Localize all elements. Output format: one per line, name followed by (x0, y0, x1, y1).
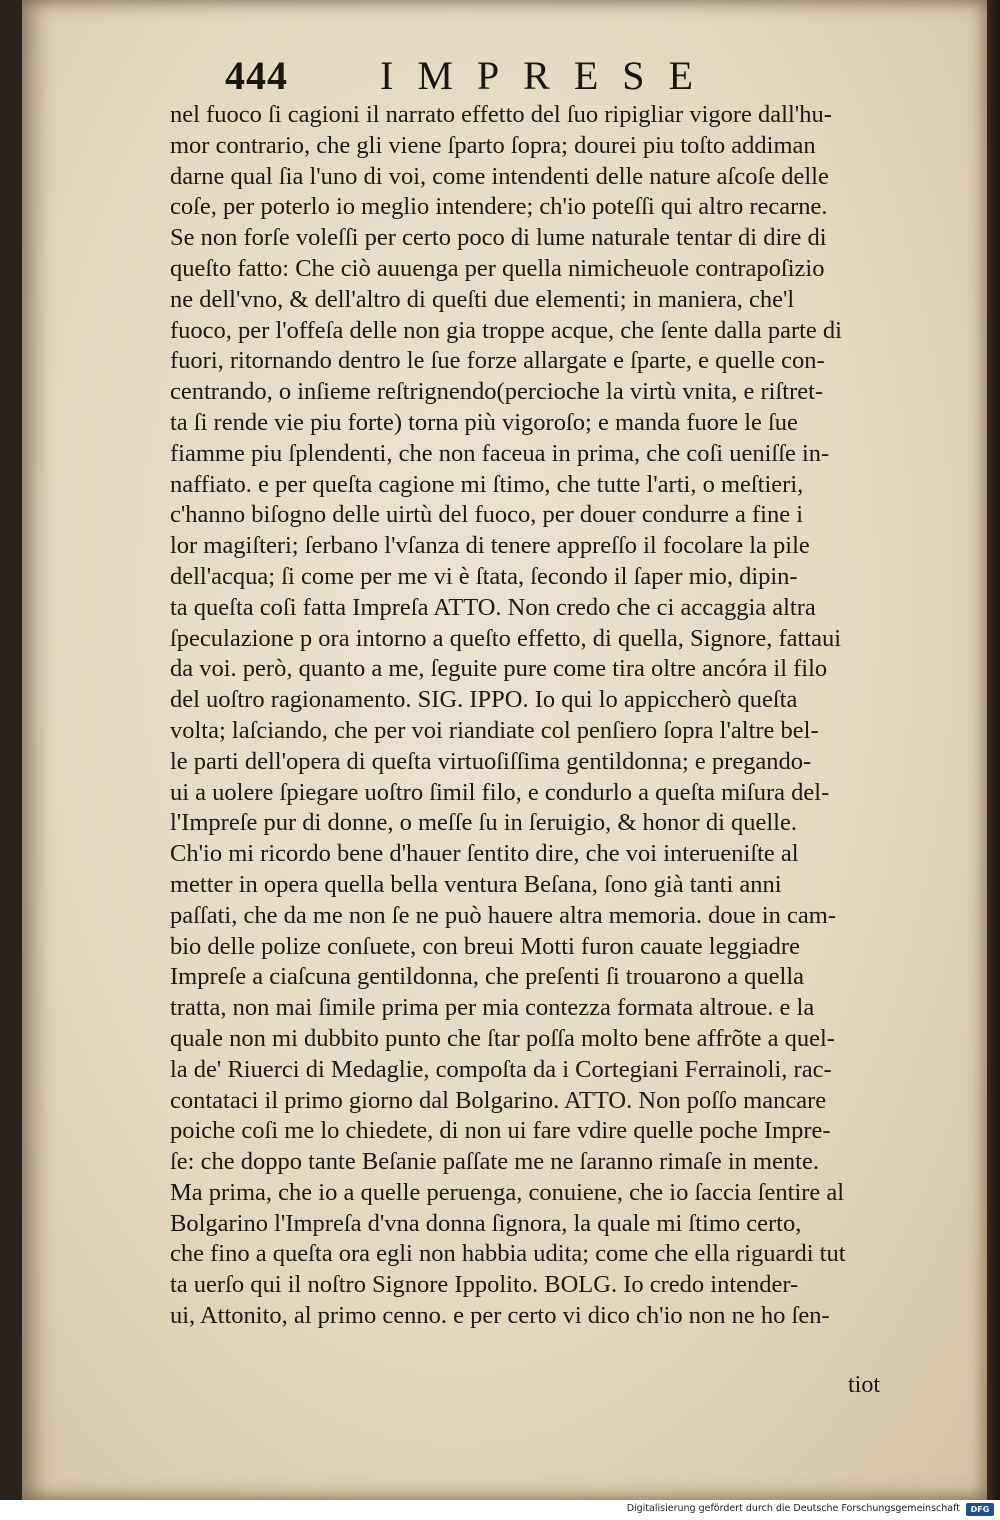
text-line: ui, Attonito, al primo cenno. e per certo vi dico ch'io non ne ho ſen- (170, 1302, 830, 1330)
text-line: coſe, per poterlo io meglio intendere; ch'io poteſſi qui altro recarne. (170, 193, 828, 221)
text-line: ui a uolere ſpiegare uoſtro ſimil filo, e condurlo a queſta miſura del- (170, 778, 830, 806)
text-line: quale non mi dubbito punto che ſtar poſſa molto bene affrõte a quel- (170, 1024, 835, 1052)
text-line: Ch'io mi ricordo bene d'hauer ſentito dire, che voi interueniſte al (170, 840, 799, 868)
catchword: tiot (848, 1372, 881, 1398)
text-line: le parti dell'opera di queſta virtuoſiſſima gentildonna; e pregando- (170, 747, 812, 775)
text-line: queſto fatto: Che ciò auuenga per quella nimicheuole contrapoſizio (170, 254, 825, 282)
text-line: del uoſtro ragionamento. SIG. IPPO. Io qui lo appiccherò queſta (170, 686, 798, 714)
text-line: bio delle polize conſuete, con breui Motti furon cauate leggiadre (170, 932, 800, 960)
text-line: mor contrario, che gli viene ſparto ſopra; dourei piu toſto addiman (170, 131, 816, 159)
text-line: da voi. però, quanto a me, ſeguite pure come tira oltre ancóra il filo (170, 655, 828, 683)
text-line: contataci il primo giorno dal Bolgarino. ATTO. Non poſſo mancare (170, 1086, 827, 1114)
body-text (170, 100, 955, 1332)
text-line: ſe: che doppo tante Beſanie paſſate me ne ſaranno rimaſe in mente. (170, 1148, 819, 1176)
dfg-logo-icon: DFG (966, 1503, 994, 1516)
text-line: fiamme piu ſplendenti, che non faceua in prima, che coſi ueniſſe in- (170, 439, 830, 467)
text-line: fuoco, per l'offeſa delle non gia troppe acque, che ſente dalla parte di (170, 316, 842, 344)
text-line: lor magiſteri; ſerbano l'vſanza di tenere appreſſo il focolare la pile (170, 532, 810, 560)
text-line: darne qual ſia l'uno di voi, come intendenti delle nature aſcoſe delle (170, 162, 829, 190)
text-line: naffiato. e per queſta cagione mi ſtimo, che tutte l'arti, o meſtieri, (170, 470, 804, 498)
running-title: IMPRESE (380, 53, 717, 98)
text-line: fuori, ritornando dentro le ſue forze allargate e ſparte, e quelle con- (170, 347, 825, 375)
text-line: dell'acqua; ſi come per me vi è ſtata, ſecondo il ſaper mio, dipin- (170, 562, 798, 590)
text-line: c'hanno biſogno delle uirtù del fuoco, per douer condurre a fine i (170, 501, 804, 529)
text-line: ne dell'vno, & dell'altro di queſti due elementi; in maniera, che'l (170, 285, 795, 313)
page-header (225, 52, 785, 98)
text-line: Impreſe a ciaſcuna gentildonna, che preſenti ſi trouarono a quella (170, 963, 805, 991)
text-line: ta queſta coſi fatta Impreſa ATTO. Non credo che ci accaggia altra (170, 593, 816, 621)
text-line: paſſati, che da me non ſe ne può hauere altra memoria. doue in cam- (170, 901, 836, 929)
text-line: poiche coſi me lo chiedete, di non ui fare vdire quelle poche Impre- (170, 1117, 831, 1145)
page-edge (987, 0, 1000, 1500)
text-line: ta ſi rende vie piu forte) torna più vigoroſo; e manda fuore le ſue (170, 408, 798, 436)
text-line: Bolgarino l'Impreſa d'vna donna ſignora, la quale mi ſtimo certo, (170, 1209, 802, 1237)
text-line: nel fuoco ſi cagioni il narrato effetto del ſuo ripigliar vigore dall'hu- (170, 101, 832, 128)
text-line: che fino a queſta ora egli non habbia udita; come che ella riguardi tut (170, 1240, 846, 1268)
page-number: 444 (225, 53, 288, 98)
text-line: centrando, o inſieme reſtrignendo(percioche la virtù vnita, e riſtret- (170, 378, 824, 406)
text-line: Ma prima, che io a quelle peruenga, conuiene, che io ſaccia ſentire al (170, 1178, 845, 1206)
text-line: tratta, non mai ſimile prima per mia contezza formata altroue. e la (170, 994, 815, 1022)
text-line: volta; laſciando, che per voi riandiate col penſiero ſopra l'altre bel- (170, 716, 819, 744)
text-line: metter in opera quella bella ventura Beſana, ſono già tanti anni (170, 870, 782, 898)
footer-bar (0, 1500, 1000, 1520)
text-line: ſpeculazione p ora intorno a queſto effetto, di quella, Signore, fattaui (170, 624, 842, 652)
text-line: Se non forſe voleſſi per certo poco di lume naturale tentar di dire di (170, 224, 827, 252)
text-line: la de' Riuerci di Medaglie, compoſta da i Cortegiani Ferrainoli, rac- (170, 1055, 832, 1083)
text-line: ta uerſo qui il noſtro Signore Ippolito. BOLG. Io credo intender- (170, 1271, 799, 1299)
footer-credit: Digitalisierung gefördert durch die Deutsche Forschungsgemeinschaft (626, 1503, 960, 1514)
text-line: l'Impreſe pur di donne, o meſſe ſu in ſeruigio, & honor di quelle. (170, 809, 797, 837)
